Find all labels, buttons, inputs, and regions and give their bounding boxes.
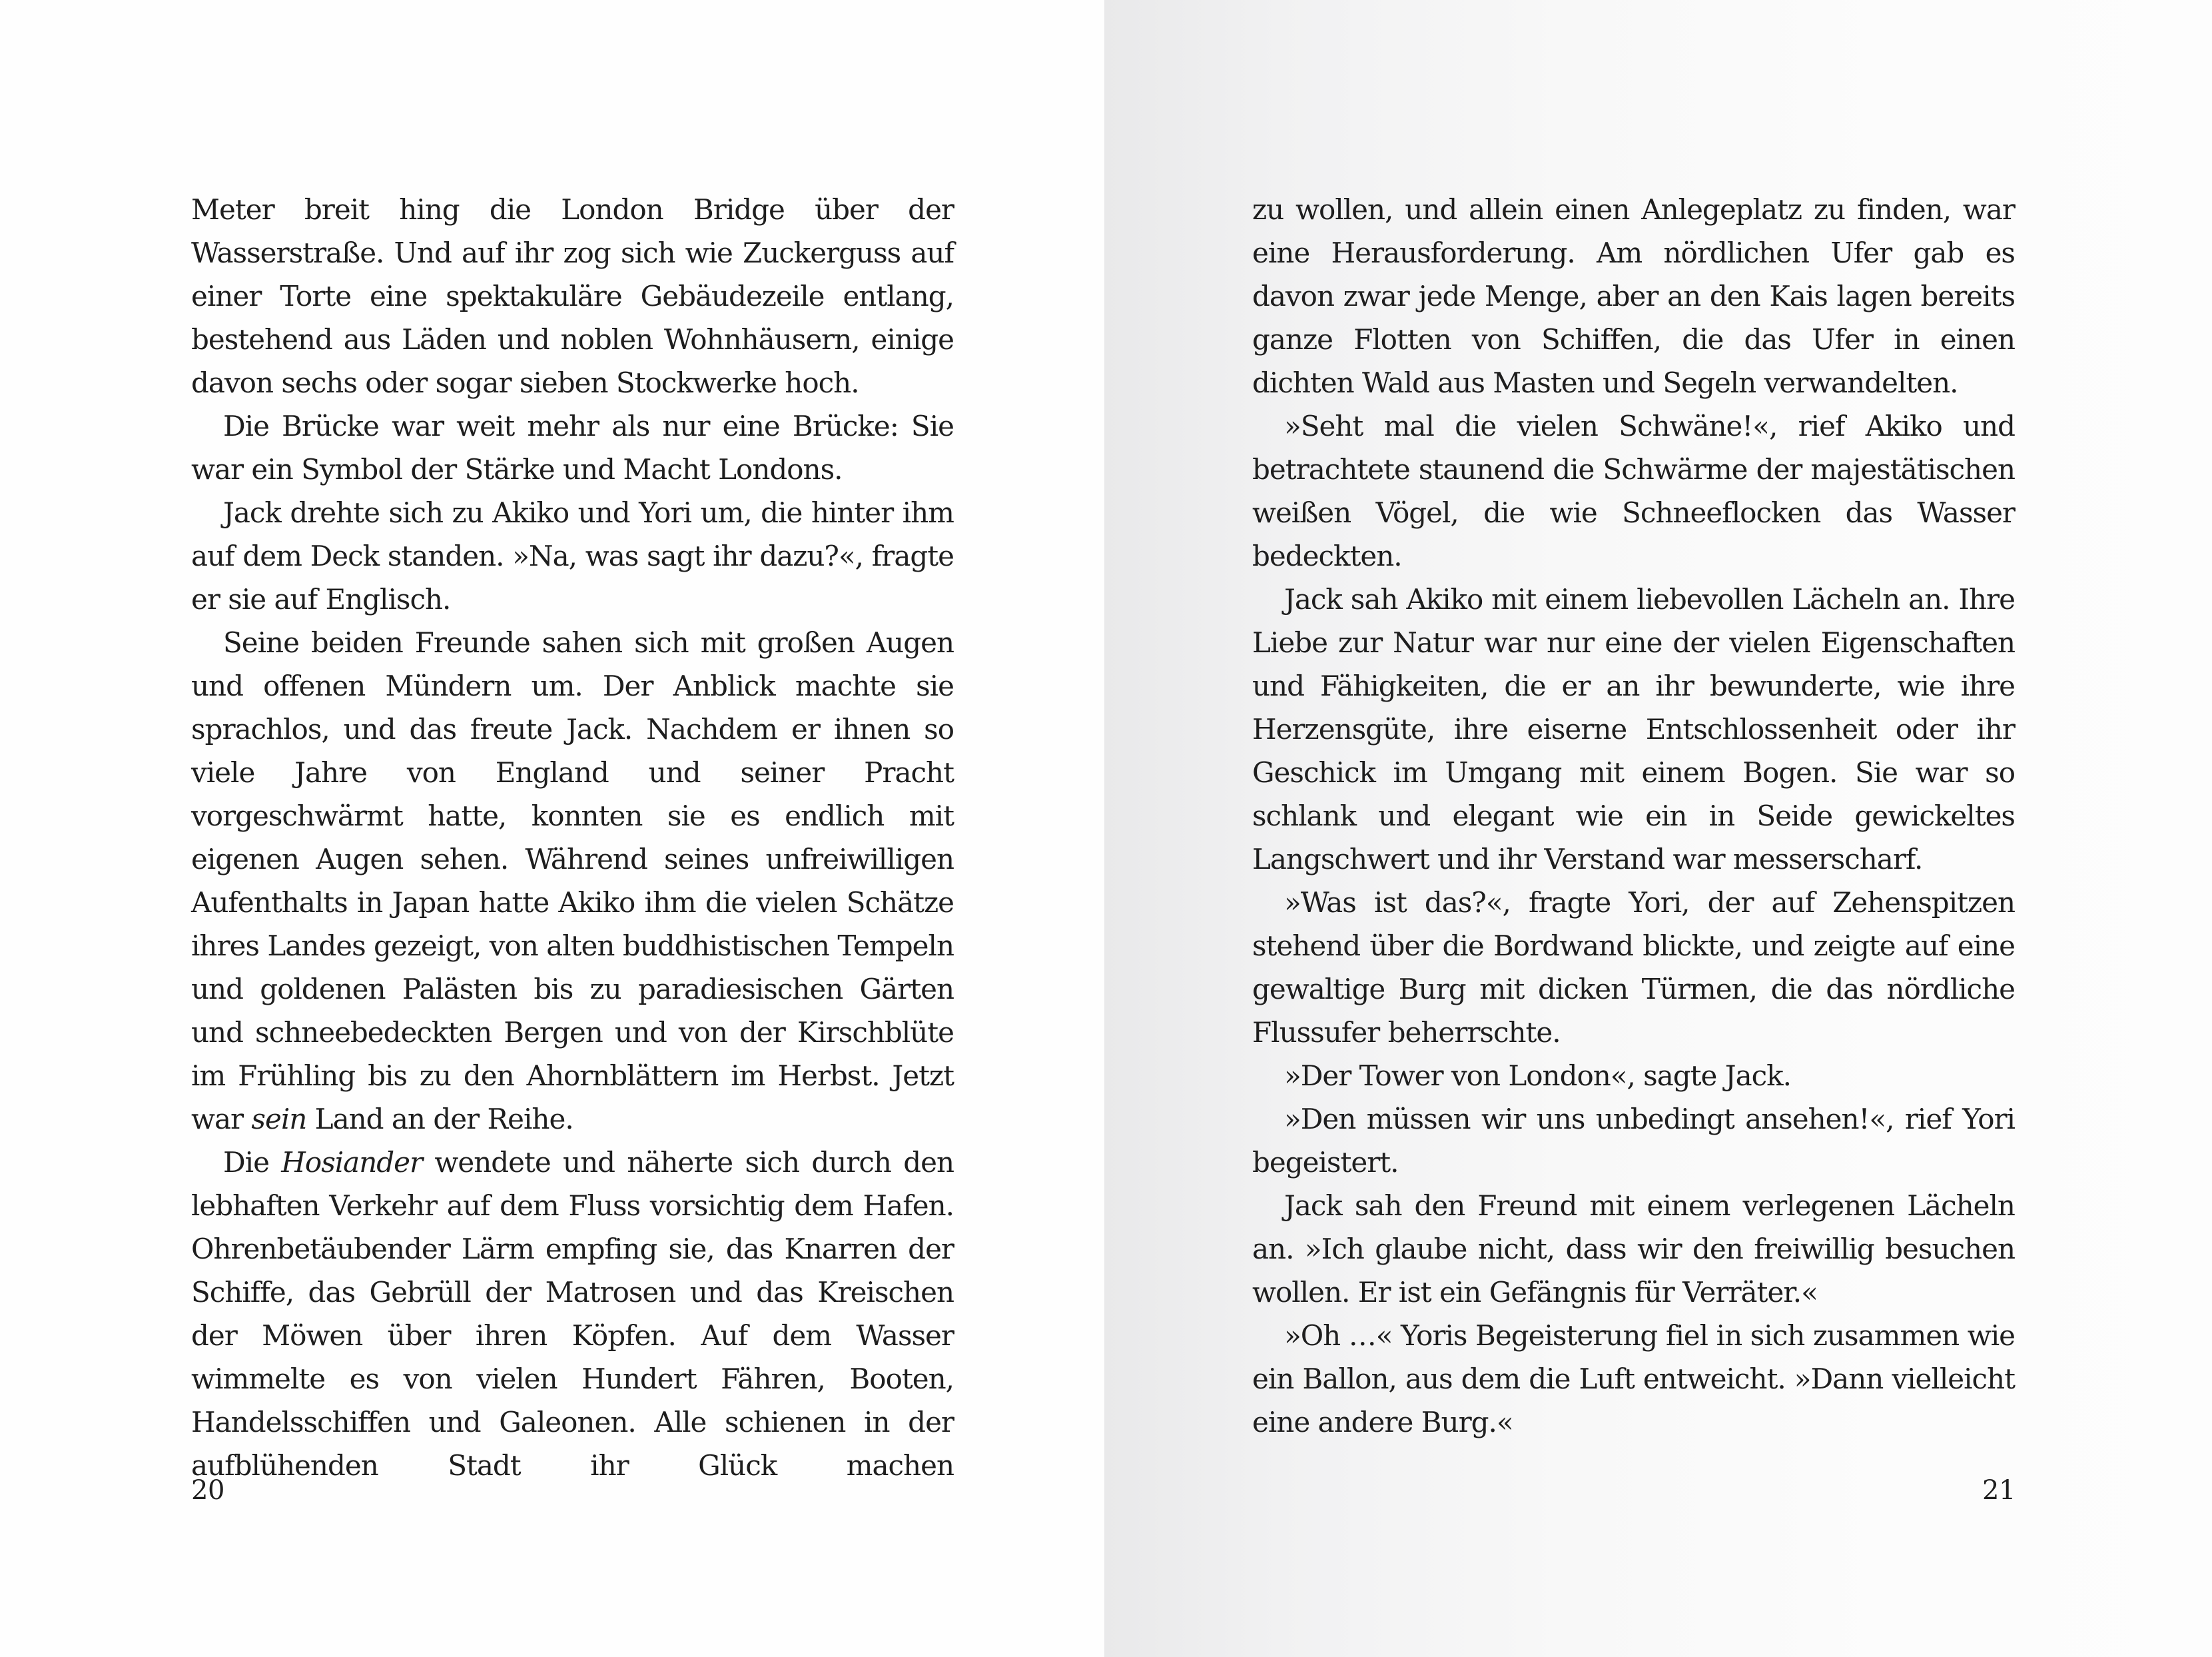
page-number: 20 — [191, 1475, 224, 1506]
paragraph — [191, 1141, 954, 1487]
paragraph: zu wollen, und allein einen Anlegeplatz zu finden, war eine Herausforderung. Am nördlichen Ufer gab es davon zwar jede Menge, aber an den Kais lagen bereits ganze Flotten von Schiffen, die das Ufer in einen dichten Wald aus Masten und Segeln verwandelten. — [1252, 193, 2015, 399]
ship-name: Hosiander — [281, 1146, 423, 1179]
paragraph-text: wendete und näherte sich durch den lebhaften Verkehr auf dem Fluss vorsichtig dem Hafen. Ohrenbetäubender Lärm empfing sie, das Knarren der Schiffe, das Gebrüll der Matrosen und das Kreischen der Möwen über ihren Köpfen. Auf dem Wasser wimmelte es von vielen Hundert Fähren, Booten, Handelsschiffen und Galeonen. Alle schienen in der aufblühenden Stadt ihr Glück machen — [191, 1146, 954, 1482]
paragraph: Jack drehte sich zu Akiko und Yori um, die hinter ihm auf dem Deck standen. »Na, was sagt ihr dazu?«, fragte er sie auf Englisch. — [191, 496, 954, 616]
paragraph: »Was ist das?«, fragte Yori, der auf Zehenspitzen stehend über die Bordwand blickte, und zeigte auf eine gewaltige Burg mit dicken Türmen, die das nördliche Flussufer beherrschte. — [1252, 886, 2015, 1049]
paragraph: Jack sah den Freund mit einem verlegenen Lächeln an. »Ich glaube nicht, dass wir den freiwillig besuchen wollen. Er ist ein Gefängnis für Verräter.« — [1252, 1189, 2015, 1309]
left-text-block — [191, 188, 954, 1487]
paragraph: Meter breit hing die London Bridge über der Wasserstraße. Und auf ihr zog sich wie Zuckerguss auf einer Torte eine spektakuläre Gebäudezeile entlang, bestehend aus Läden und noblen Wohnhäusern, einige davon sechs oder sogar sieben Stockwerke hoch. — [191, 193, 954, 399]
paragraph-text: Land an der Reihe. — [306, 1103, 573, 1135]
paragraph: »Oh …« Yoris Begeisterung fiel in sich zusammen wie ein Ballon, aus dem die Luft entweicht. »Dann vielleicht eine andere Burg.« — [1252, 1319, 2015, 1438]
paragraph: »Seht mal die vielen Schwäne!«, rief Akiko und betrachtete staunend die Schwärme der majestätischen weißen Vögel, die wie Schneeflocken das Wasser bedeckten. — [1252, 410, 2015, 572]
left-page — [0, 0, 1104, 1657]
paragraph-text: Die — [223, 1146, 282, 1179]
emphasized-word: sein — [251, 1103, 307, 1135]
right-page — [1104, 0, 2212, 1657]
paragraph: Die Brücke war weit mehr als nur eine Brücke: Sie war ein Symbol der Stärke und Macht Londons. — [191, 410, 954, 486]
paragraph — [191, 621, 954, 1141]
right-text-block — [1252, 188, 2015, 1444]
paragraph: »Der Tower von London«, sagte Jack. — [1284, 1059, 1791, 1092]
page-number: 21 — [1982, 1475, 2016, 1506]
paragraph: »Den müssen wir uns unbedingt ansehen!«, rief Yori begeistert. — [1252, 1103, 2015, 1179]
paragraph-text: Seine beiden Freunde sahen sich mit großen Augen und offenen Mündern um. Der Anblick machte sie sprachlos, und das freute Jack. Nachdem er ihnen so viele Jahre von England und seiner Pracht vorgeschwärmt hatte, konnten sie es endlich mit eigenen Augen sehen. Während seines unfreiwilligen Aufenthalts in Japan hatte Akiko ihm die vielen Schätze ihres Landes gezeigt, von alten buddhistischen Tempeln und goldenen Palästen bis zu paradiesischen Gärten und schneebedeckten Bergen und von der Kirschblüte im Frühling bis zu den Ahornblättern im Herbst. Jetzt war — [191, 626, 954, 1135]
paragraph: Jack sah Akiko mit einem liebevollen Lächeln an. Ihre Liebe zur Natur war nur eine der vielen Eigenschaften und Fähigkeiten, die er an ihr bewunderte, wie ihre Herzensgüte, ihre eiserne Entschlossenheit oder ihr Geschick im Umgang mit einem Bogen. Sie war so schlank und elegant wie ein in Seide gewickeltes Langschwert und ihr Verstand war messerscharf. — [1252, 583, 2015, 875]
